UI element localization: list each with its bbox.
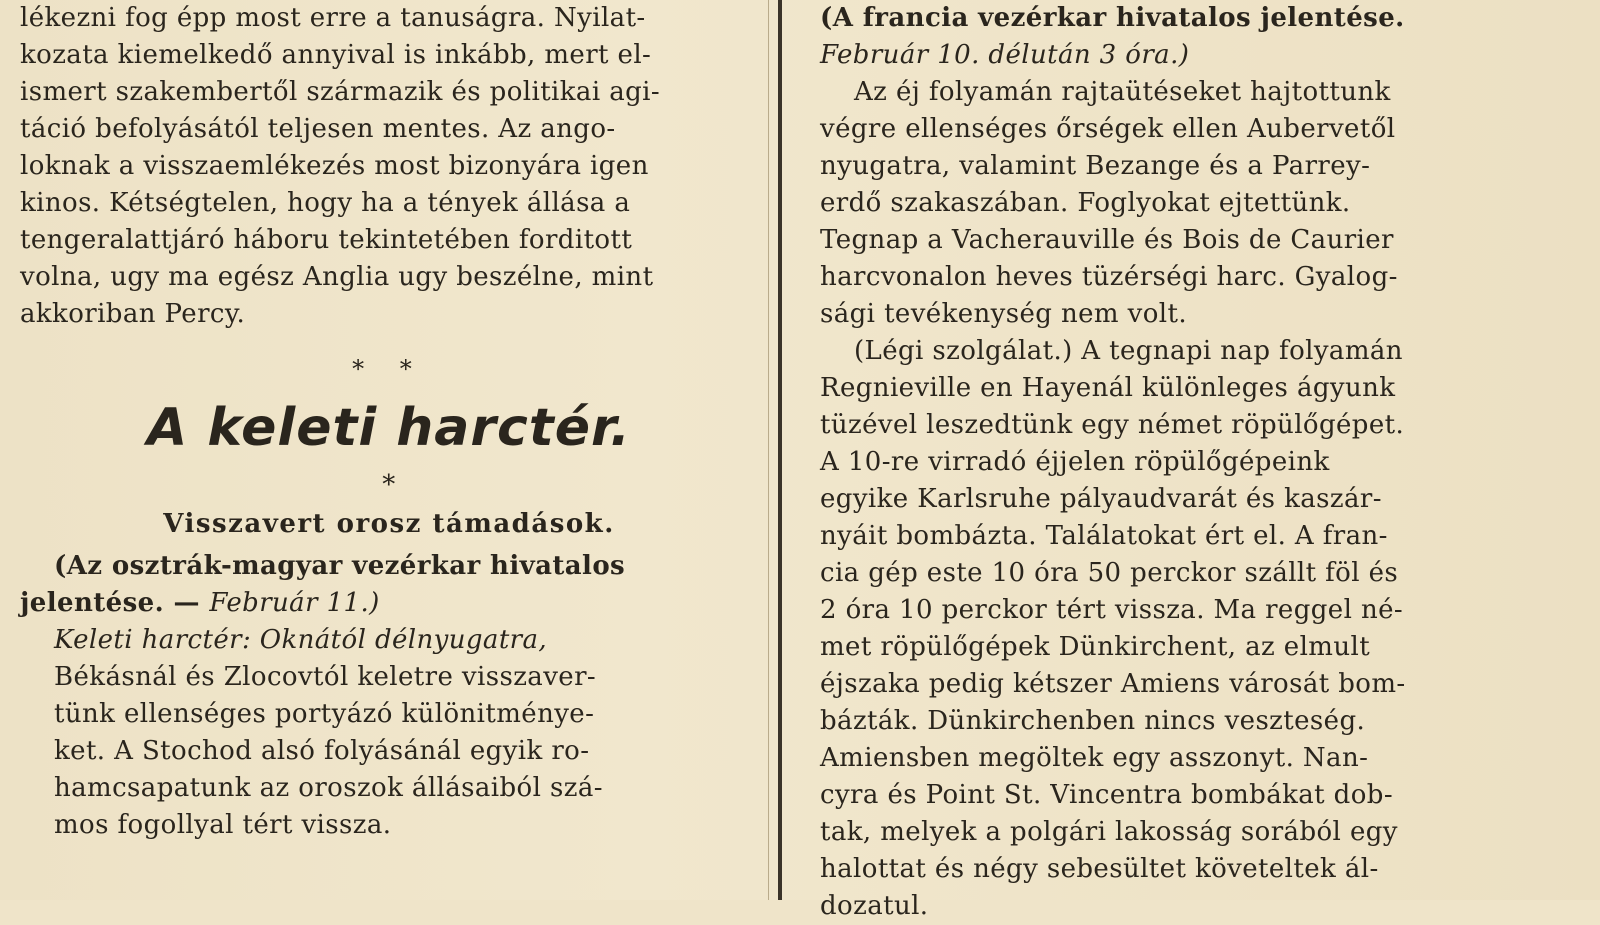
text-line: végre ellenséges őrségek ellen Aubervetől [820, 114, 1396, 144]
left-column [20, 0, 758, 844]
text-line: táció befolyásától teljesen mentes. Az ango- [20, 114, 616, 144]
text-line: tünk ellenséges portyázó különitménye- [54, 699, 595, 729]
text-line: hamcsapatunk az oroszok állásaiból szá- [54, 773, 603, 803]
text-line: nyáit bombázta. Találatokat ért el. A fran- [820, 521, 1388, 551]
text-line: mos fogollyal tért vissza. [54, 810, 392, 840]
text-line: akkoriban Percy. [20, 299, 246, 329]
text-line: 2 óra 10 perckor tért vissza. Ma reggel né- [820, 595, 1404, 625]
text-line: kinos. Kétségtelen, hogy ha a tények állása a [20, 188, 631, 218]
column-rule-shadow [768, 0, 769, 900]
text-line: halottat és négy sebesültet követeltek ál- [820, 854, 1379, 884]
text-line: erdő szakaszában. Foglyokat ejtettünk. [820, 188, 1351, 218]
text-line: tüzével leszedtünk egy német röpülőgépet. [820, 410, 1405, 440]
right-paragraph-1 [820, 74, 1510, 333]
text-line: Amiensben megöltek egy asszonyt. Nan- [820, 743, 1369, 773]
text-line: volna, ugy ma egész Anglia ugy beszélne, mint [20, 262, 654, 292]
text-line: lékezni fog épp most erre a tanuságra. Nyilat- [20, 3, 646, 33]
single-star-separator: * [382, 470, 396, 500]
right-column [820, 0, 1510, 925]
text-line: Békásnál és Zlocovtól keletre visszaver- [54, 662, 597, 692]
left-paragraph-1 [20, 0, 758, 333]
text-line: nyugatra, valamint Bezange és a Parrey- [820, 151, 1371, 181]
text-line: tak, melyek a polgári lakosság sorából egy [820, 817, 1398, 847]
report-body [20, 622, 758, 844]
report-date-line [820, 37, 1510, 74]
text-line: éjszaka pedig kétszer Amiens városát bom- [820, 669, 1406, 699]
text-line: Regnieville en Hayenál különleges ágyunk [820, 373, 1396, 403]
subheading: Visszavert orosz támadások. [163, 509, 615, 539]
report-date: Február 10. délután 3 óra.) [820, 40, 1190, 70]
section-title: A keleti harctér. [147, 398, 631, 458]
text-line: loknak a visszaemlékezés most bizonyára igen [20, 151, 649, 181]
text-line: kozata kiemelkedő annyival is inkább, mert el- [20, 40, 652, 70]
text-line: A 10-re virradó éjjelen röpülőgépeink [820, 447, 1330, 477]
text-line: Tegnap a Vacherauville és Bois de Caurier [820, 225, 1394, 255]
text-line: bázták. Dünkirchenben nincs veszteség. [820, 706, 1366, 736]
report-source-line-2 [20, 585, 758, 622]
stars-separator: * * [352, 355, 426, 383]
text-line: egyike Karlsruhe pályaudvarát és kaszár- [820, 484, 1382, 514]
text-line: sági tevékenység nem volt. [820, 299, 1188, 329]
text-line: cyra és Point St. Vincentra bombákat dob- [820, 780, 1394, 810]
text-line: harcvonalon heves tüzérségi harc. Gyalog- [820, 262, 1398, 292]
text-line: dozatul. [820, 891, 929, 921]
text-line: Keleti harctér: Oknától délnyugatra, [54, 625, 548, 655]
report-source-prefix: jelentése. — [20, 588, 210, 618]
report-source-line-1: (Az osztrák-magyar vezérkar hivatalos [54, 551, 626, 581]
report-date: Február 11.) [209, 588, 380, 618]
text-line: ket. A Stochod alsó folyásánál egyik ro- [54, 736, 590, 766]
text-line: tengeralattjáró háboru tekintetében forditott [20, 225, 633, 255]
column-rule [778, 0, 782, 900]
text-line: met röpülőgépek Dünkirchent, az elmult [820, 632, 1371, 662]
report-header-cut: (A francia vezérkar hivatalos jelentése. [820, 3, 1405, 33]
text-line: cia gép este 10 óra 50 perckor szállt föl és [820, 558, 1399, 588]
right-paragraph-2 [820, 333, 1510, 925]
text-line: Az éj folyamán rajtaütéseket hajtottunk [854, 77, 1391, 107]
text-line: ismert szakembertől származik és politikai agi- [20, 77, 661, 107]
text-line: (Légi szolgálat.) A tegnapi nap folyamán [854, 336, 1403, 366]
